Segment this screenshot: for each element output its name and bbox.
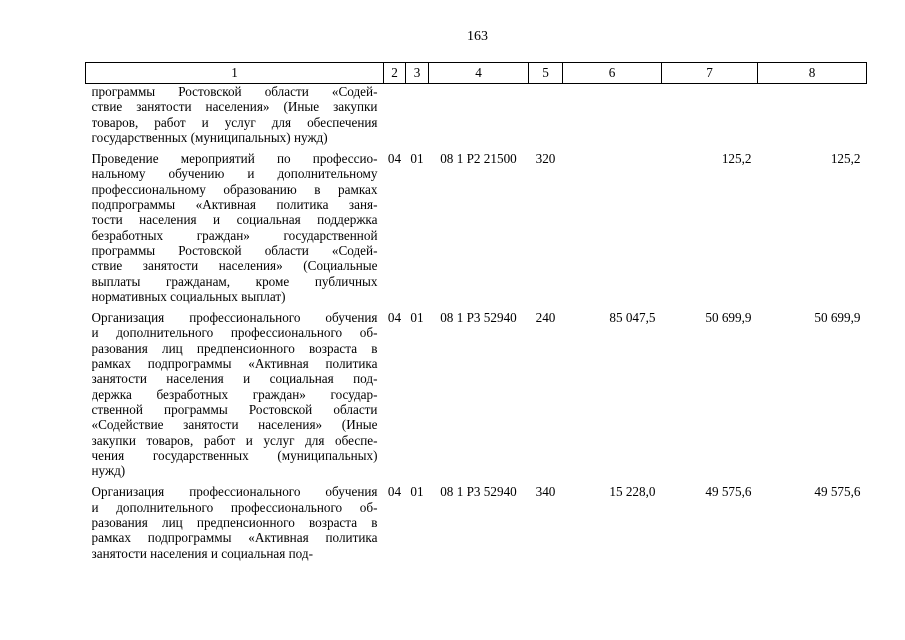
row-amount-col-7: 50 699,9 (705, 310, 752, 326)
header-col-3: 3 (406, 63, 429, 84)
description-line: подпрограммы «Активная политика заня- (91, 197, 378, 213)
header-col-2: 2 (384, 63, 406, 84)
description-line: тости населения и социальная поддержка (91, 212, 378, 228)
row-amount-col-7 (662, 84, 758, 152)
description-line: нальному обучению и дополнительному (91, 166, 378, 182)
header-col-7: 7 (662, 63, 758, 84)
row-target-article: 08 1 Р2 21500 (440, 151, 517, 167)
description-line: занятости населения и социальная под- (91, 371, 378, 387)
row-description (86, 484, 384, 566)
row-amount-col-6 (563, 84, 662, 152)
description-line: ственной программы Ростовской области (91, 401, 378, 417)
row-subsection-code (406, 84, 429, 152)
row-amount-col-8: 49 575,6 (814, 484, 861, 500)
row-section-code: 04 (387, 310, 402, 326)
description-line: и дополнительного профессионального об- (91, 325, 378, 341)
header-col-5: 5 (529, 63, 563, 84)
row-section-code: 04 (387, 151, 402, 167)
row-target-article (429, 84, 529, 152)
row-amount-col-8: 50 699,9 (814, 310, 861, 326)
row-amount-col-7: 49 575,6 (705, 484, 752, 500)
description-line: занятости населения и социальная под- (91, 545, 313, 561)
row-amount-col-7: 125,2 (721, 151, 752, 167)
row-expense-type: 340 (535, 484, 556, 500)
row-subsection-code: 01 (410, 310, 424, 326)
description-line: рамках подпрограммы «Активная политика (91, 530, 378, 546)
row-expense-type: 320 (535, 151, 556, 167)
description-line: программы Ростовской области «Содей- (91, 242, 378, 258)
description-line: чения государственных (муниципальных) (91, 447, 378, 463)
description-line: Организация профессионального обучения (91, 310, 378, 326)
row-subsection-code: 01 (410, 484, 424, 500)
row-description (86, 151, 384, 310)
row-amount-col-8 (758, 84, 867, 152)
table-row (86, 310, 867, 484)
row-amount-col-6 (563, 151, 662, 310)
page-number: 163 (467, 29, 488, 44)
description-line: ствие занятости населения» (Иные закупки (91, 99, 378, 115)
header-col-1: 1 (86, 63, 384, 84)
budget-table (85, 62, 867, 567)
description-line: рамках подпрограммы «Активная политика (91, 356, 378, 372)
description-line: безработных граждан» государственной (91, 227, 378, 243)
description-line: Организация профессионального обучения (91, 484, 378, 500)
row-description (86, 310, 384, 484)
row-section-code: 04 (387, 484, 402, 500)
description-line: и дополнительного профессионального об- (91, 499, 378, 515)
row-target-article: 08 1 Р3 52940 (440, 310, 517, 326)
row-expense-type: 240 (535, 310, 556, 326)
header-row (86, 63, 867, 84)
description-line: «Содействие занятости населения» (Иные (91, 417, 378, 433)
table-row (86, 151, 867, 310)
row-target-article: 08 1 Р3 52940 (440, 484, 517, 500)
description-line: профессиональному образованию в рамках (91, 181, 378, 197)
row-subsection-code: 01 (410, 151, 424, 167)
description-line: разования лиц предпенсионного возраста в (91, 515, 378, 531)
row-section-code (384, 84, 406, 152)
description-line: выплаты гражданам, кроме публичных (91, 273, 378, 289)
description-line: нормативных социальных выплат) (91, 288, 286, 304)
description-line: программы Ростовской области «Содей- (91, 84, 378, 99)
description-line: разования лиц предпенсионного возраста в (91, 340, 378, 356)
description-line: товаров, работ и услуг для обеспечения (91, 114, 378, 130)
row-expense-type (529, 84, 563, 152)
table-row (86, 484, 867, 566)
description-line: держка безработных граждан» государ- (91, 386, 378, 402)
header-col-6: 6 (563, 63, 662, 84)
description-line: закупки товаров, работ и услуг для обеспе- (91, 432, 378, 448)
description-line: Проведение мероприятий по профессио- (91, 151, 378, 167)
description-line: ствие занятости населения» (Социальные (91, 258, 378, 274)
header-col-4: 4 (429, 63, 529, 84)
table-row (86, 84, 867, 152)
row-amount-col-6: 85 047,5 (609, 310, 656, 326)
row-amount-col-8: 125,2 (830, 151, 861, 167)
row-amount-col-6: 15 228,0 (609, 484, 656, 500)
row-description (86, 84, 384, 152)
description-line: нужд) (91, 463, 126, 479)
header-col-8: 8 (758, 63, 867, 84)
description-line: государственных (муниципальных) нужд) (91, 129, 328, 145)
